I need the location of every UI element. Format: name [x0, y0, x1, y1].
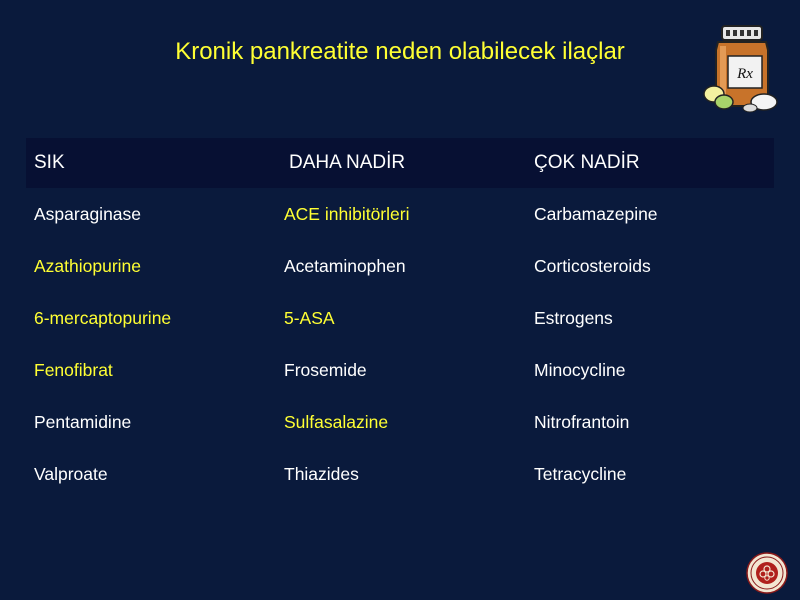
table-cell: Estrogens — [534, 308, 613, 328]
table-cell: Azathiopurine — [34, 256, 142, 276]
table-cell: 6-mercaptopurine — [34, 308, 172, 328]
table-cell: Carbamazepine — [534, 204, 658, 224]
slide-title: Kronik pankreatite neden olabilecek ilaçlar — [175, 38, 625, 65]
header-rare: ÇOK NADİR — [534, 152, 640, 173]
table-cell: Corticosteroids — [534, 256, 651, 276]
drug-table — [26, 138, 774, 500]
table-cell: Minocycline — [534, 360, 626, 380]
header-common: SIK — [34, 152, 65, 173]
university-seal-icon — [746, 552, 788, 594]
table-row — [26, 448, 774, 500]
table-cell: Nitrofrantoin — [534, 412, 630, 432]
table-cell: 5-ASA — [284, 308, 335, 328]
table-cell: Tetracycline — [534, 464, 627, 484]
table-cell: Sulfasalazine — [284, 412, 389, 432]
table-row — [26, 240, 774, 292]
table-row — [26, 292, 774, 344]
table-cell: Frosemide — [284, 360, 367, 380]
table-row — [26, 344, 774, 396]
rx-label: Rx — [737, 66, 753, 82]
table-cell: Fenofibrat — [34, 360, 113, 380]
table-row — [26, 188, 774, 240]
table-cell: Asparaginase — [34, 204, 142, 224]
prescription-bottle-icon — [700, 22, 782, 114]
table-header — [26, 138, 774, 188]
header-less-common: DAHA NADİR — [289, 152, 406, 173]
table-cell: Acetaminophen — [284, 256, 406, 276]
table-cell: Pentamidine — [34, 412, 132, 432]
table-cell: Thiazides — [284, 464, 359, 484]
table-row — [26, 396, 774, 448]
table-cell: ACE inhibitörleri — [284, 204, 410, 224]
table-cell: Valproate — [34, 464, 108, 484]
